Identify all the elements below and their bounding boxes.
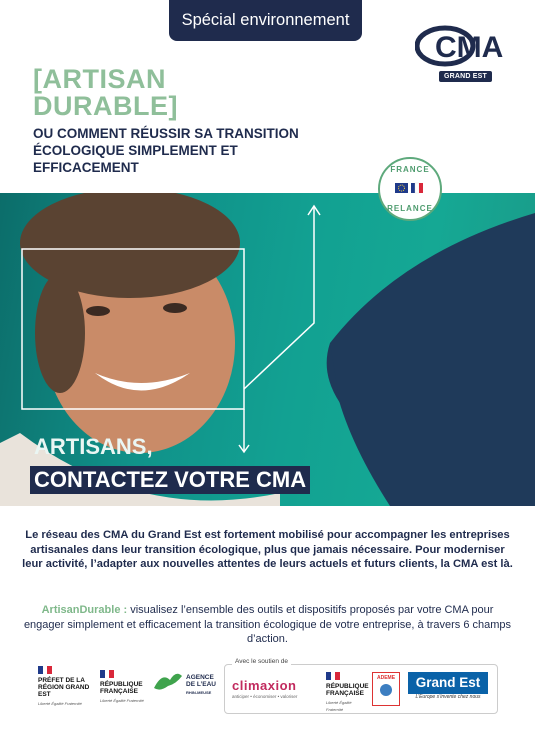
agence-eau-icon [152, 670, 184, 692]
globe-icon [380, 684, 392, 696]
ademe-text: ADEME [376, 675, 396, 681]
cma-logo [415, 24, 505, 86]
special-environment-tag: Spécial environnement [169, 0, 362, 41]
prefet-text: PRÉFET DE LA RÉGION GRAND EST [38, 677, 90, 698]
headline-artisans: ARTISANS, [34, 434, 153, 459]
france-relance-badge [378, 157, 442, 221]
republique-logo-1 [100, 670, 145, 704]
republique-motto-1: Liberté Égalité Fraternité [100, 698, 144, 703]
french-flag-icon [326, 672, 340, 680]
agence-eau-logo [152, 670, 217, 695]
grand-est-tagline: L’Europe s’invente chez nous [415, 694, 481, 700]
ademe-logo [372, 672, 400, 706]
title-line1: [ARTISAN [33, 64, 166, 94]
badge-top-text: FRANCE [390, 165, 430, 174]
cma-logo-icon [415, 24, 505, 68]
climaxion-logo: climaxion [232, 678, 297, 693]
prefet-logo [38, 666, 93, 707]
republique-text-1: RÉPUBLIQUE FRANÇAISE [100, 681, 143, 695]
grand-est-logo: Grand Est [408, 672, 488, 694]
support-label: Avec le soutien de [232, 658, 291, 665]
republique-motto-2: Liberté Égalité Fraternité [326, 700, 352, 712]
page-subtitle: OU COMMENT RÉUSSIR SA TRANSITION ÉCOLOGIQUE SIMPLEMENT ET EFFICACEMENT [33, 126, 299, 175]
prefet-motto: Liberté Égalité Fraternité [38, 701, 82, 706]
cma-logo-text: CMA [435, 31, 504, 64]
flags-icon [395, 181, 425, 197]
agence-eau-text: AGENCE DE L’EAU [186, 674, 216, 688]
headline-contact: CONTACTEZ VOTRE CMA [30, 466, 310, 494]
title-line2: DURABLE] [33, 91, 178, 121]
french-flag-icon [100, 670, 114, 678]
description-paragraph [22, 603, 513, 647]
page-title [33, 66, 178, 120]
badge-bottom-text: RELANCE [387, 204, 433, 213]
republique-text-2: RÉPUBLIQUE FRANÇAISE [326, 683, 369, 697]
climaxion-tagline: anticiper • économiser • valoriser [232, 694, 298, 699]
artisandurable-highlight: ArtisanDurable : [41, 604, 128, 616]
republique-logo-2 [326, 672, 368, 713]
french-flag-icon [38, 666, 52, 674]
agence-eau-sub: RHIN-MEUSE [186, 690, 212, 695]
intro-paragraph: Le réseau des CMA du Grand Est est fortement mobilisé pour accompagner les entreprises artisanales dans leur transition écologique, plus que jamais nécessaire. Pour moderniser leur activité, l’adapter aux nouvelles attentes de leurs actuels et futurs clients, la CMA est là. [22, 529, 513, 570]
description-text: visualisez l’ensemble des outils et dispositifs proposés par votre CMA pour engager simplement et efficacement la transition écologique de votre entreprise, à travers 6 champs d’action. [23, 604, 512, 645]
cma-logo-region: GRAND EST [439, 71, 492, 82]
